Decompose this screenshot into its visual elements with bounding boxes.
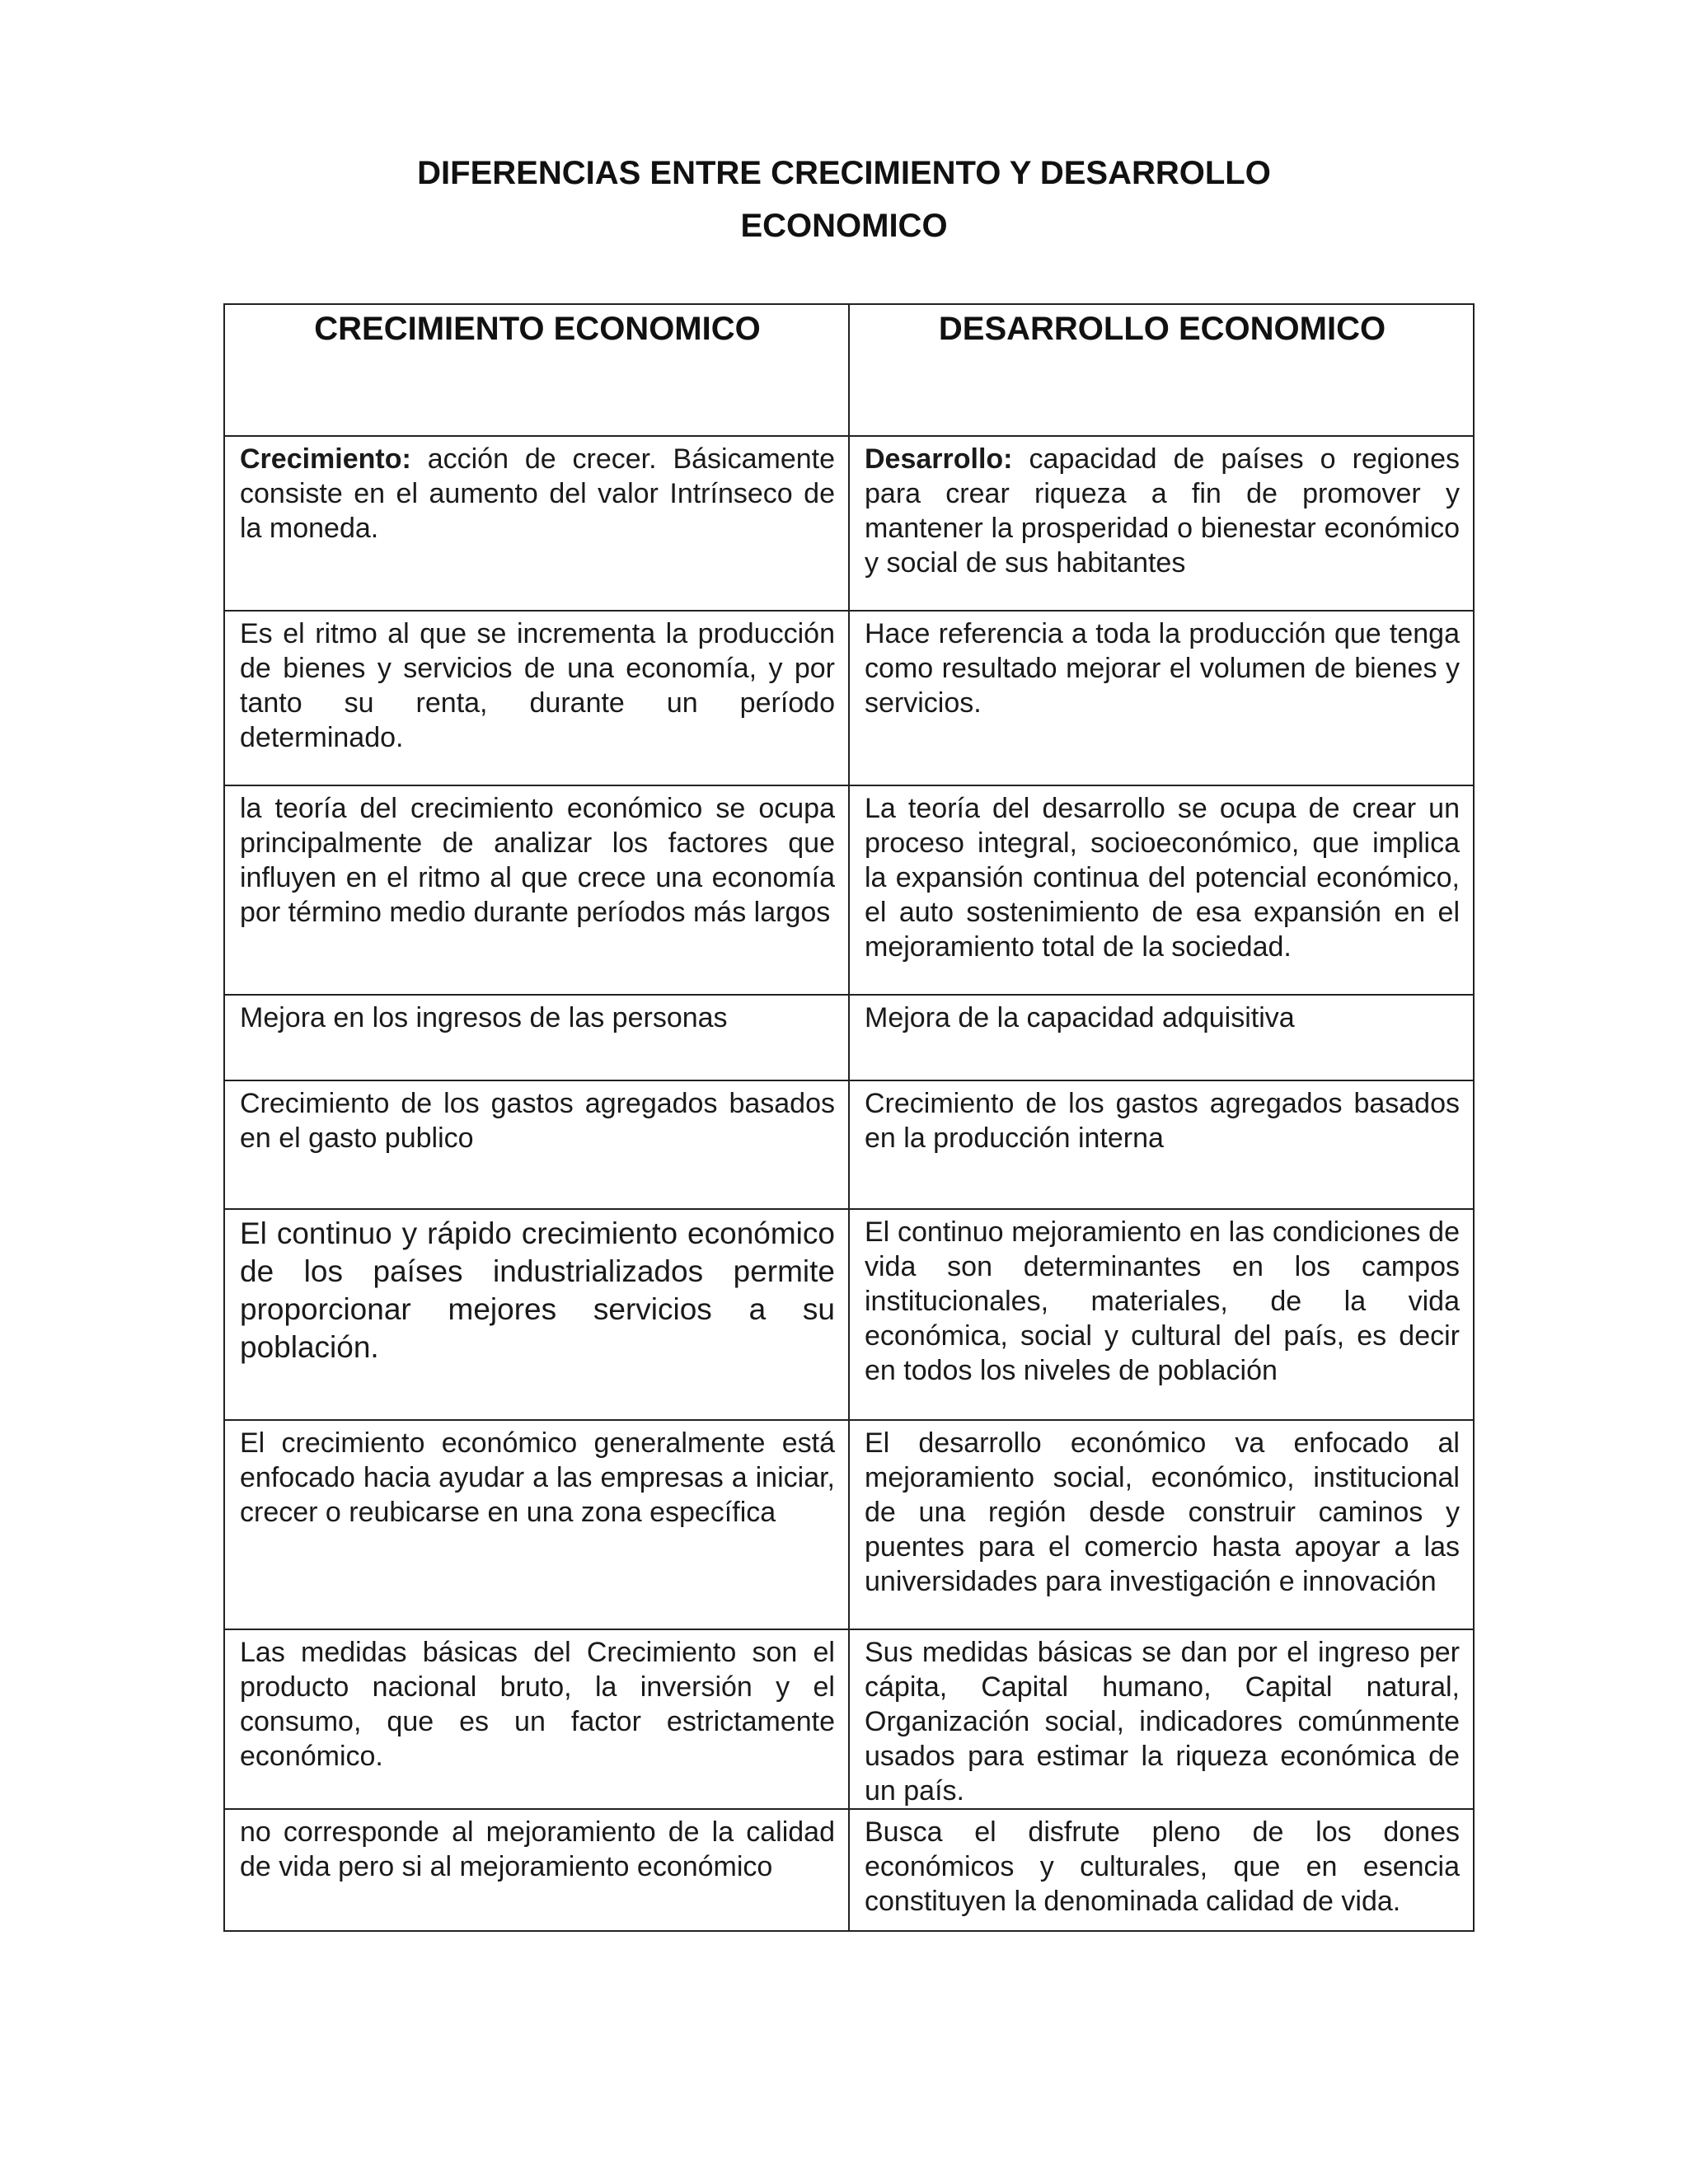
- cell-crecimiento: [224, 436, 849, 611]
- cell-desarrollo: Sus medidas básicas se dan por el ingreso per cápita, Capital humano, Capital natural, Organización social, indicadores comúnmente usados para estimar la riqueza económica de un país.: [849, 1629, 1474, 1809]
- table-row: [224, 611, 1474, 785]
- table-row: [224, 1420, 1474, 1629]
- cell-desarrollo: Busca el disfrute pleno de los dones económicos y culturales, que en esencia constituyen la denominada calidad de vida.: [849, 1809, 1474, 1931]
- table-row: [224, 1629, 1474, 1809]
- cell-desarrollo: El desarrollo económico va enfocado al mejoramiento social, económico, institucional de una región desde construir caminos y puentes para el comercio hasta apoyar a las universidades para investigación e innovación: [849, 1420, 1474, 1629]
- cell-text: capacidad de países o regiones para crear riqueza a fin de promover y mantener la prosperidad o bienestar económico y social de sus habitantes: [865, 443, 1460, 579]
- table-row: [224, 785, 1474, 995]
- table-row: [224, 1809, 1474, 1931]
- document-title-line2: ECONOMICO: [740, 208, 948, 244]
- cell-crecimiento: no corresponde al mejoramiento de la calidad de vida pero si al mejoramiento económico: [224, 1809, 849, 1931]
- table-row: [224, 995, 1474, 1080]
- cell-desarrollo: [849, 436, 1474, 611]
- cell-text: acción de crecer. Básicamente consiste en el aumento del valor Intrínseco de la moneda.: [240, 443, 835, 544]
- document-title-line1: DIFERENCIAS ENTRE CRECIMIENTO Y DESARROLLO: [417, 155, 1271, 191]
- term-desarrollo: Desarrollo:: [865, 443, 1013, 475]
- table-row: [224, 1080, 1474, 1209]
- cell-crecimiento: Crecimiento de los gastos agregados basados en el gasto publico: [224, 1080, 849, 1209]
- cell-desarrollo: La teoría del desarrollo se ocupa de crear un proceso integral, socioeconómico, que implica la expansión continua del potencial económico, el auto sostenimiento de esa expansión en el mejoramiento total de la sociedad.: [849, 785, 1474, 995]
- table-row: [224, 1209, 1474, 1420]
- cell-crecimiento: Es el ritmo al que se incrementa la producción de bienes y servicios de una economía, y por tanto su renta, durante un período determinado.: [224, 611, 849, 785]
- cell-crecimiento: la teoría del crecimiento económico se ocupa principalmente de analizar los factores que influyen en el ritmo al que crece una economía por término medio durante períodos más largos: [224, 785, 849, 995]
- cell-desarrollo: Hace referencia a toda la producción que tenga como resultado mejorar el volumen de bienes y servicios.: [849, 611, 1474, 785]
- comparison-table: [223, 303, 1475, 1932]
- table-row: [224, 436, 1474, 611]
- term-crecimiento: Crecimiento:: [240, 443, 411, 475]
- cell-crecimiento: El continuo y rápido crecimiento económico de los países industrializados permite proporcionar mejores servicios a su población.: [224, 1209, 849, 1420]
- cell-crecimiento: Las medidas básicas del Crecimiento son el producto nacional bruto, la inversión y el consumo, que es un factor estrictamente económico.: [224, 1629, 849, 1809]
- cell-desarrollo: Mejora de la capacidad adquisitiva: [849, 995, 1474, 1080]
- table-header-row: [224, 304, 1474, 436]
- cell-desarrollo: El continuo mejoramiento en las condiciones de vida son determinantes en los campos institucionales, materiales, de la vida económica, social y cultural del país, es decir en todos los niveles de población: [849, 1209, 1474, 1420]
- cell-crecimiento: Mejora en los ingresos de las personas: [224, 995, 849, 1080]
- header-crecimiento: CRECIMIENTO ECONOMICO: [224, 304, 849, 436]
- header-desarrollo: DESARROLLO ECONOMICO: [849, 304, 1474, 436]
- cell-desarrollo: Crecimiento de los gastos agregados basados en la producción interna: [849, 1080, 1474, 1209]
- cell-crecimiento: El crecimiento económico generalmente está enfocado hacia ayudar a las empresas a iniciar, crecer o reubicarse en una zona específica: [224, 1420, 849, 1629]
